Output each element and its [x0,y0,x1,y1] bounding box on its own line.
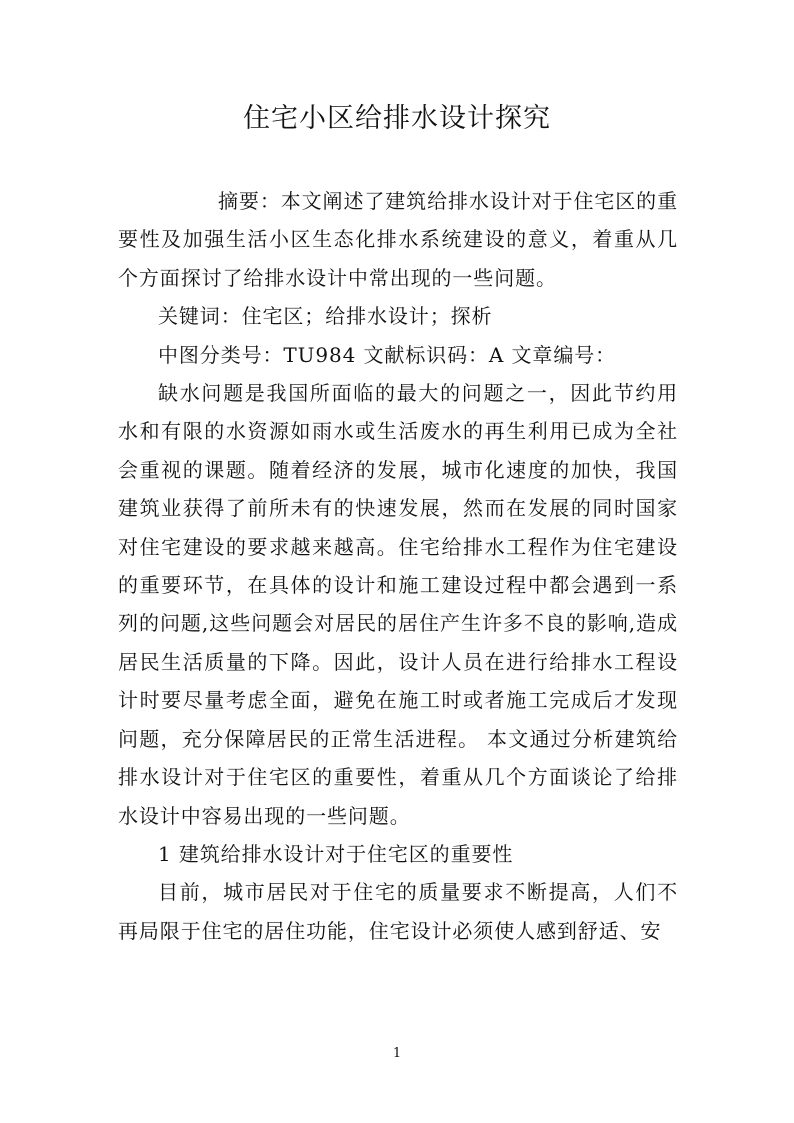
classification-line: 中图分类号：TU984 文献标识码：A 文章编号： [158,342,617,367]
intro-paragraph: 缺水问题是我国所面临的最大的问题之一，因此节约用水和有限的水资源如雨水或生活废水的再生利用已成为全社会重视的课题。随着经济的发展，城市化速度的加快，我国建筑业获得了前所未有的快速发展，然而在发展的同时国家对住宅建设的要求越来越高。住宅给排水工程作为住宅建设的重要环节，在具体的设计和施工建设过程中都会遇到一系列的问题,这些问题会对居民的居住产生许多不良的影响,造成居民生活质量的下降。因此，设计人员在进行给排水工程设计时要尽量考虑全面，避免在施工时或者施工完成后才发现问题，充分保障居民的正常生活进程。 本文通过分析建筑给排水设计对于住宅区的重要性，着重从几个方面谈论了给排水设计中容易出现的一些问题。 [118,381,678,828]
document-body [118,182,678,950]
section-heading: 1 建筑给排水设计对于住宅区的重要性 [158,841,514,866]
page-number: 1 [392,1046,402,1061]
section-paragraph: 目前，城市居民对于住宅的质量要求不断提高，人们不再局限于住宅的居住功能，住宅设计必须使人感到舒适、安 [118,880,678,943]
document-title: 住宅小区给排水设计探究 [243,103,551,134]
abstract-paragraph: 摘要：本文阐述了建筑给排水设计对于住宅区的重要性及加强生活小区生态化排水系统建设的意义，着重从几个方面探讨了给排水设计中常出现的一些问题。 [118,189,678,290]
keywords-line: 关键词：住宅区；给排水设计；探析 [158,304,493,329]
